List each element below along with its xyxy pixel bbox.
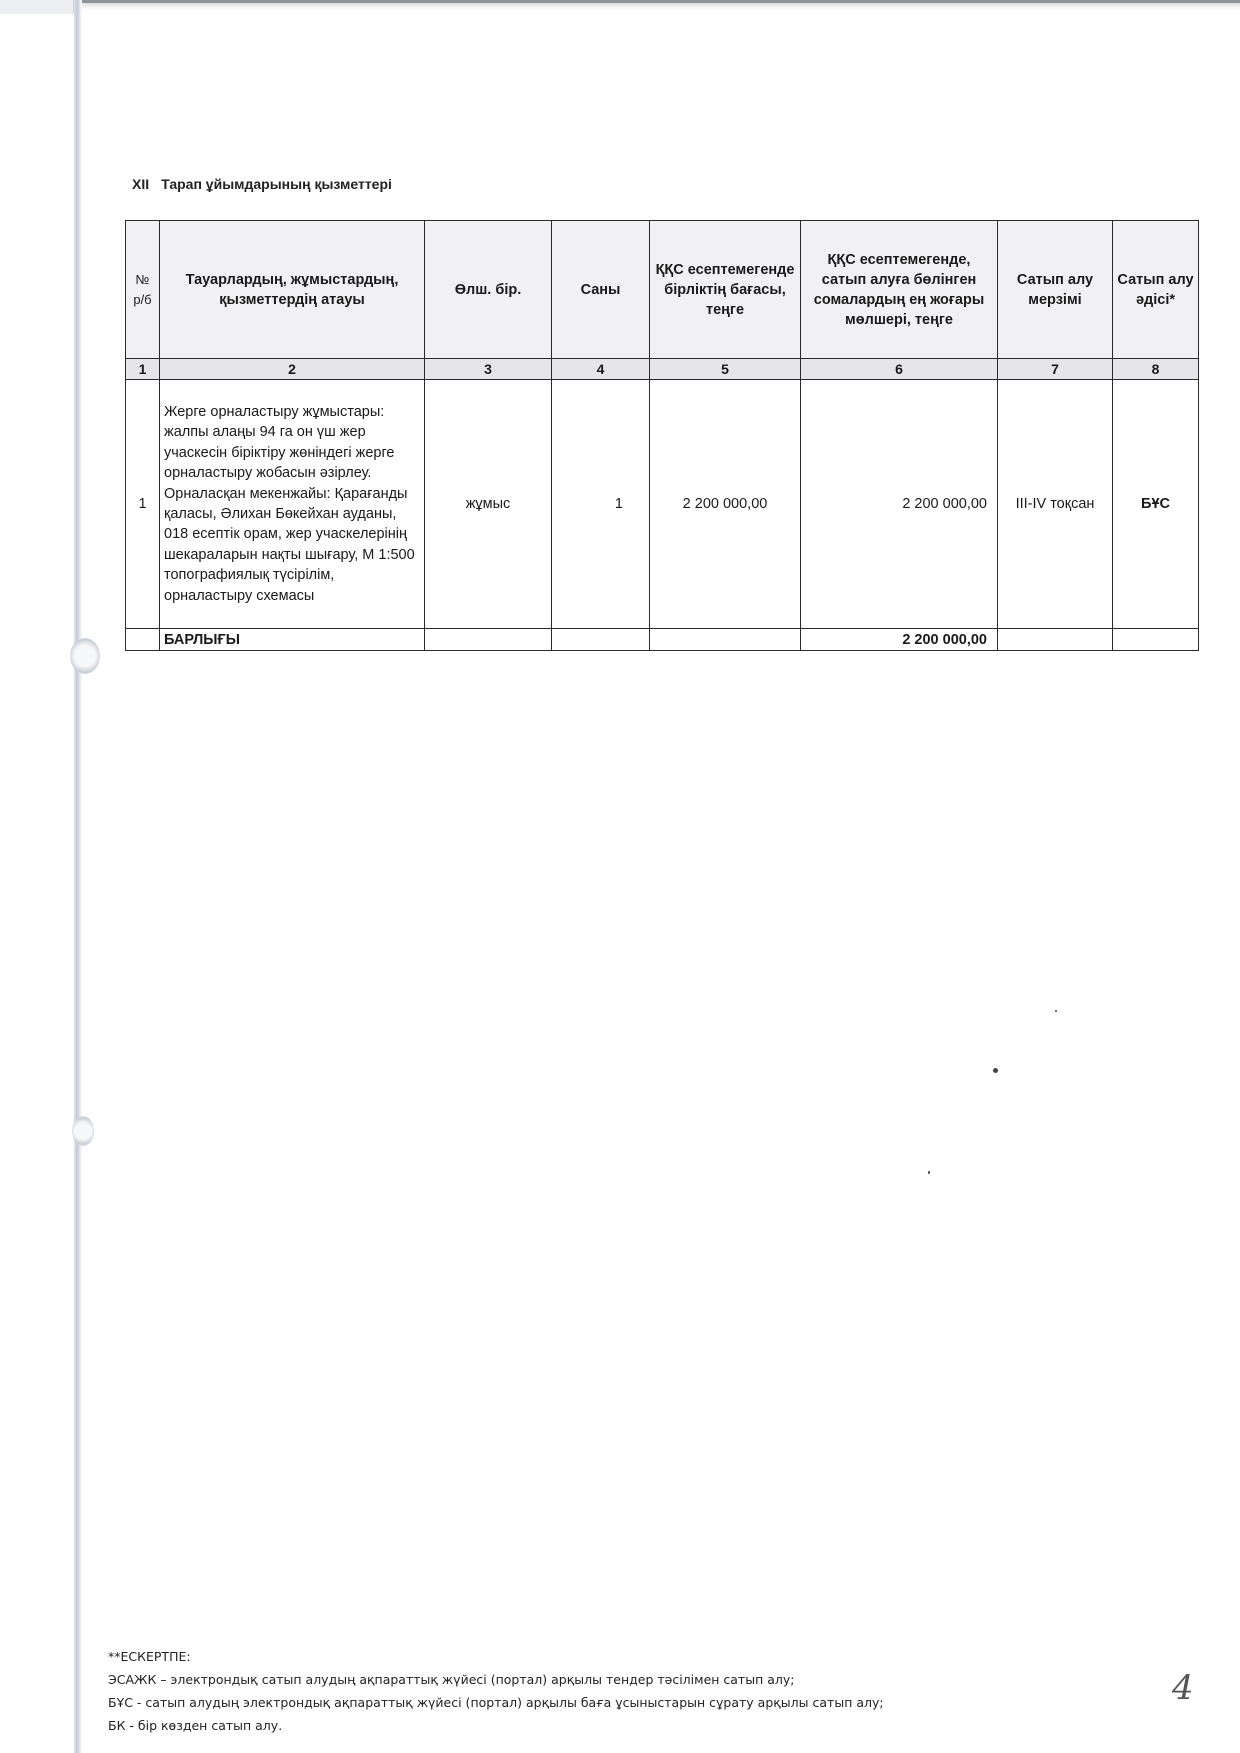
footnote-heading: **ЕСКЕРТПЕ: <box>108 1649 191 1664</box>
total-empty-cell <box>552 629 650 651</box>
table-header-row <box>126 221 1199 359</box>
scan-speck <box>1055 1010 1057 1012</box>
row-unit-price: 2 200 000,00 <box>650 380 801 629</box>
header-quantity: Саны <box>552 221 650 359</box>
total-row <box>126 629 1199 651</box>
scan-left-tab <box>0 0 74 14</box>
total-label: БАРЛЫҒЫ <box>160 629 425 651</box>
column-number: 6 <box>801 359 998 380</box>
total-empty-cell <box>425 629 552 651</box>
table-row <box>126 380 1199 629</box>
column-number: 3 <box>425 359 552 380</box>
section-heading: Тарап ұйымдарының қызметтері <box>161 176 392 192</box>
row-item-name: Жерге орналастыру жұмыстары: жалпы алаңы 94 га он үш жер учаскесін біріктіру жөніндегі жерге орналастыру жобасын әзірлеу. Орналасқан мекенжайы: Қарағанды қаласы, Әлихан Бөкейхан ауданы, 018 есептік орам, жер учаскелерінің шекараларын нақты шығару, М 1:500 топографиялық түсірілім, орналастыру схемасы <box>160 380 425 629</box>
total-empty-cell <box>126 629 160 651</box>
punch-hole-lower <box>72 1116 94 1146</box>
total-empty-cell <box>650 629 801 651</box>
section-title <box>132 176 392 192</box>
procurement-table <box>125 220 1199 651</box>
scan-speck <box>928 1171 930 1174</box>
punch-hole-upper <box>70 638 100 674</box>
column-number-row <box>126 359 1199 380</box>
row-max-amount: 2 200 000,00 <box>801 380 998 629</box>
footnote <box>108 1645 884 1737</box>
section-number: XII <box>132 176 150 192</box>
header-period: Сатып алу мерзімі <box>998 221 1113 359</box>
column-number: 1 <box>126 359 160 380</box>
row-unit: жұмыс <box>425 380 552 629</box>
header-max-amount: ҚҚС есептемегенде, сатып алуға бөлінген сомалардың ең жоғары мөлшері, теңге <box>801 221 998 359</box>
row-period: ІІІ-ІV тоқсан <box>998 380 1113 629</box>
total-empty-cell <box>1113 629 1199 651</box>
column-number: 4 <box>552 359 650 380</box>
footnote-line: БК - бір көзден сатып алу. <box>108 1718 283 1733</box>
footnote-line: БҰС - сатып алудың электрондық ақпараттық жүйесі (портал) арқылы баға ұсыныстарын сұрату арқылы сатып алу; <box>108 1695 884 1710</box>
footnote-line: ЭСАЖК – электрондық сатып алудың ақпараттық жүйесі (портал) арқылы тендер тәсілімен сатып алу; <box>108 1672 795 1687</box>
row-method: БҰС <box>1113 380 1199 629</box>
page-number: 4 <box>1172 1668 1194 1708</box>
column-number: 2 <box>160 359 425 380</box>
header-unit: Өлш. бір. <box>425 221 552 359</box>
scan-top-edge <box>0 0 1240 3</box>
header-name: Тауарлардың, жұмыстардың, қызметтердің атауы <box>160 221 425 359</box>
row-quantity: 1 <box>552 380 650 629</box>
header-number: № р/б <box>126 221 160 359</box>
column-number: 5 <box>650 359 801 380</box>
total-empty-cell <box>998 629 1113 651</box>
header-unit-price: ҚҚС есептемегенде бірліктің бағасы, теңге <box>650 221 801 359</box>
column-number: 7 <box>998 359 1113 380</box>
total-amount: 2 200 000,00 <box>801 629 998 651</box>
scan-speck <box>993 1068 998 1073</box>
scan-binding-edge <box>74 0 82 1753</box>
row-number: 1 <box>126 380 160 629</box>
header-method: Сатып алу әдісі* <box>1113 221 1199 359</box>
column-number: 8 <box>1113 359 1199 380</box>
